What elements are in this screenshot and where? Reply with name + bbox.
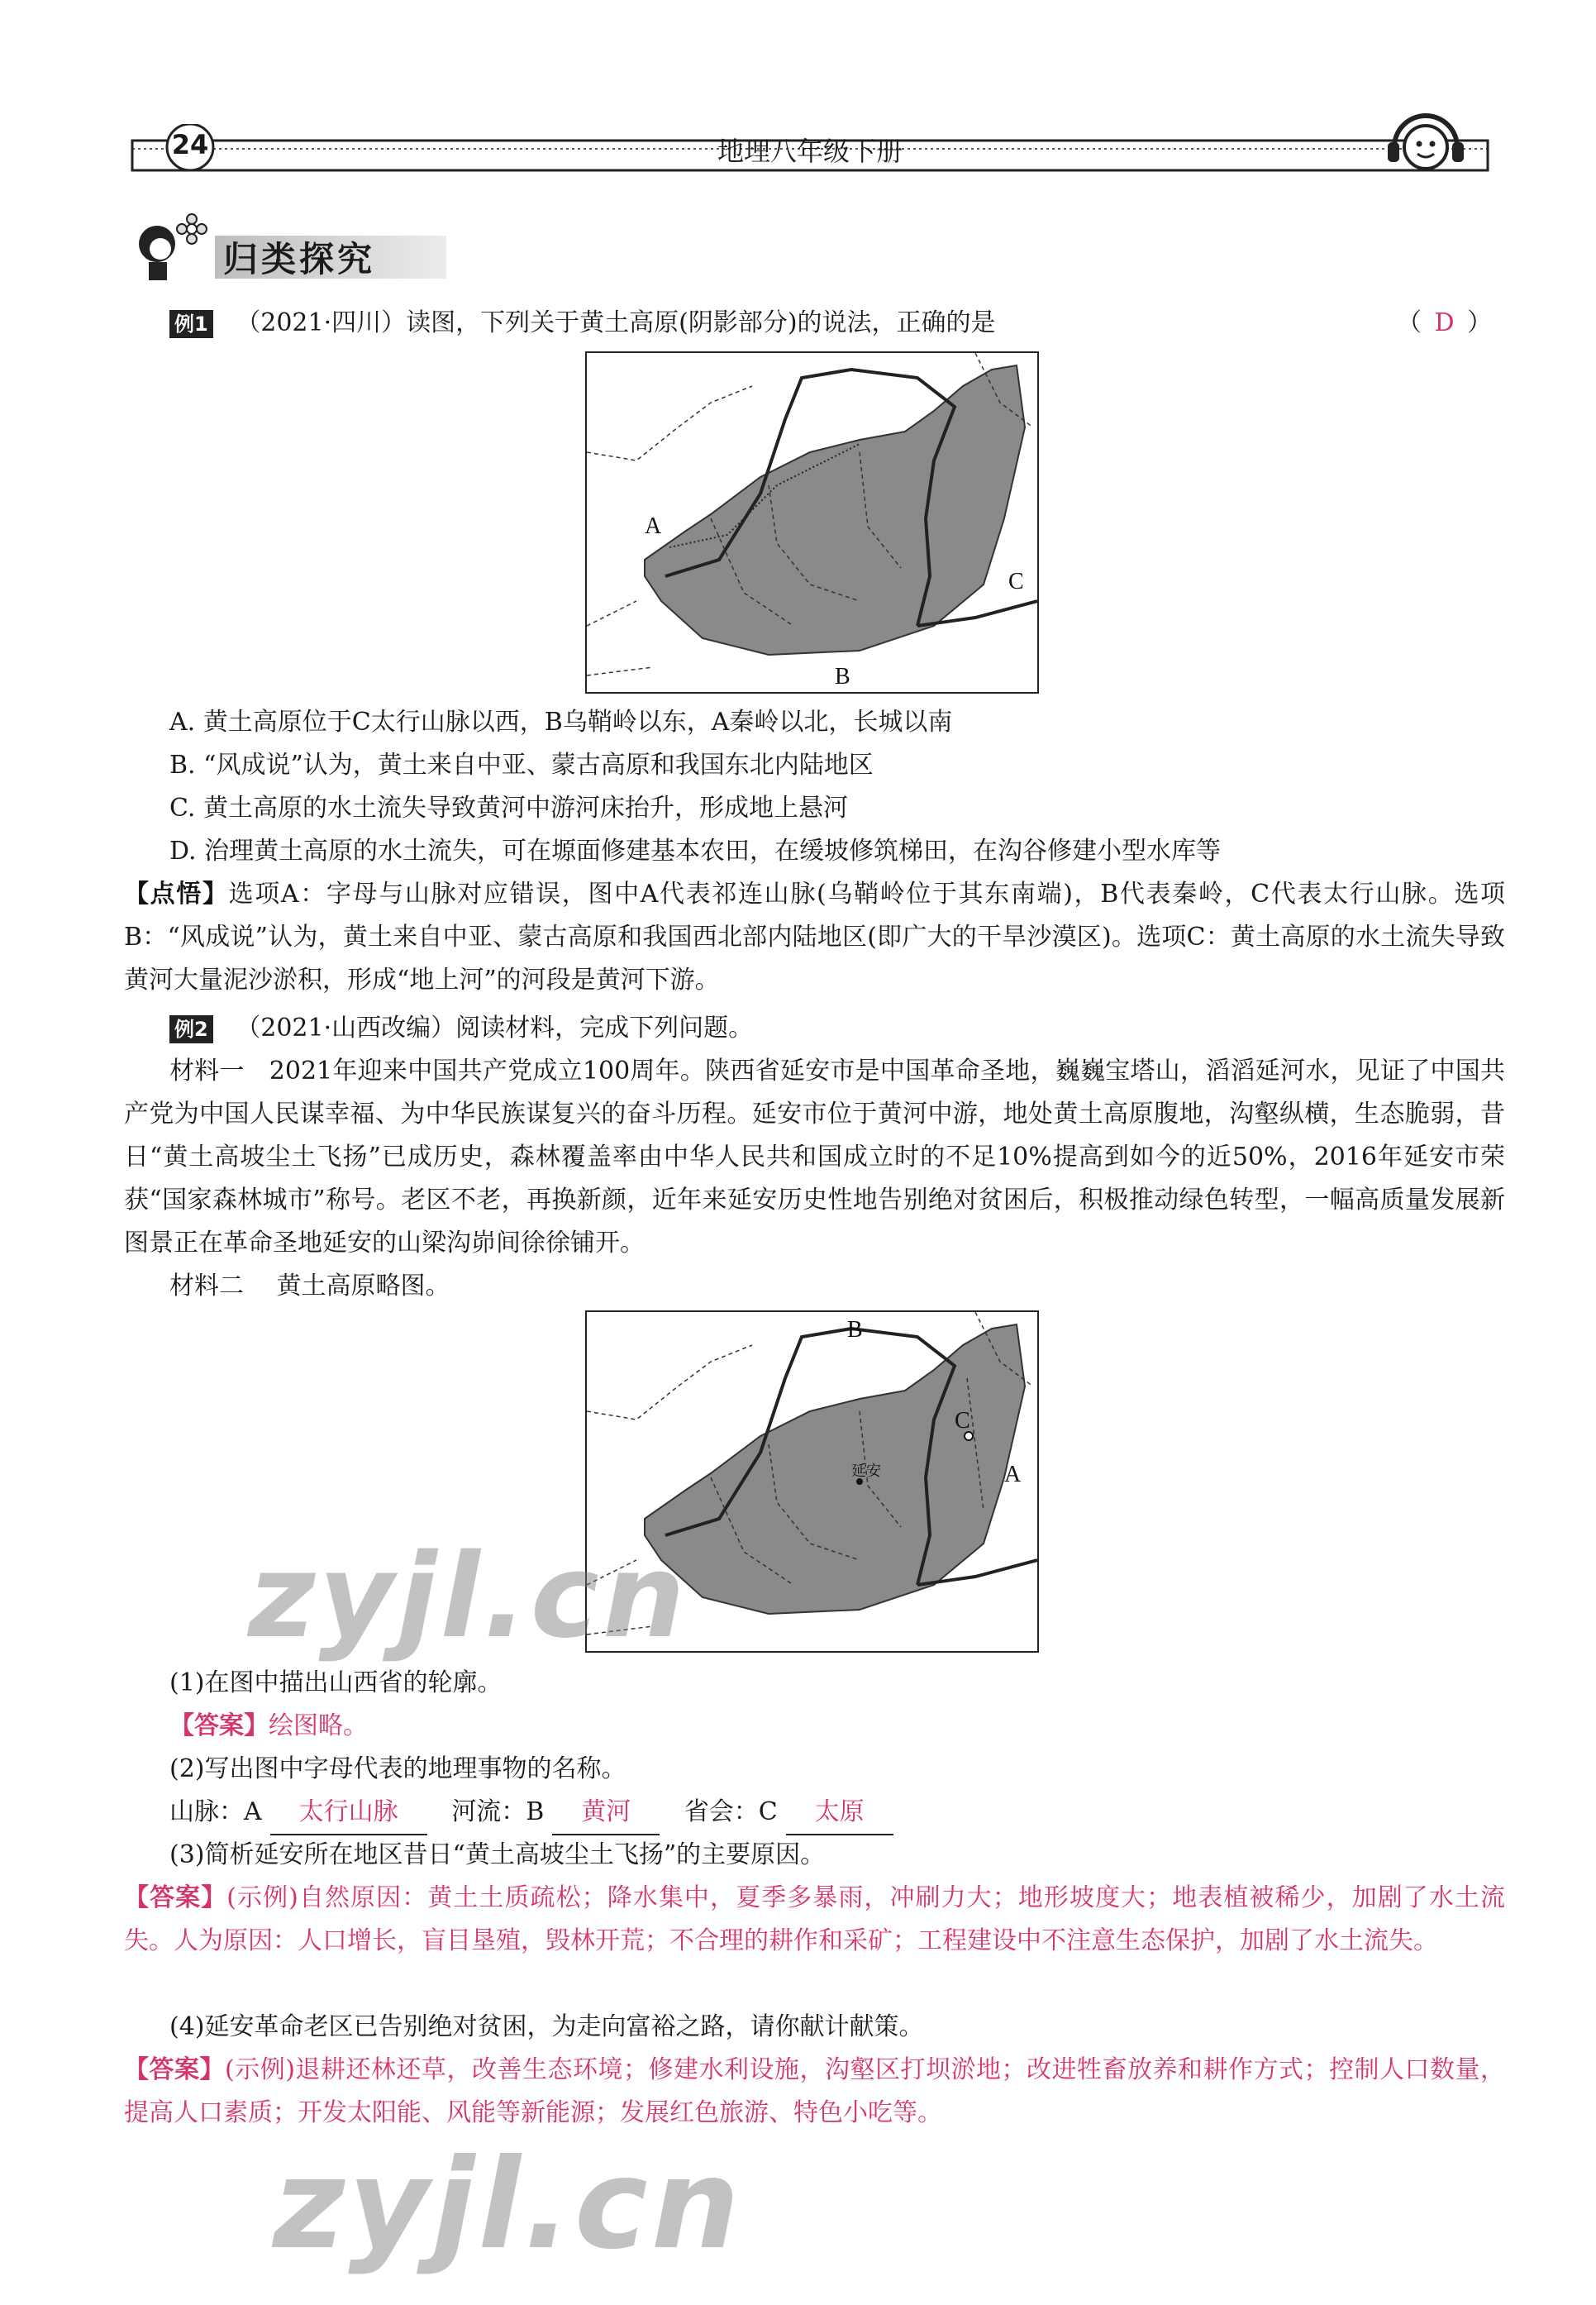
watermark-2: zyjl.cn <box>273 2133 743 2277</box>
map1-drawing <box>587 353 1037 692</box>
material2-text: 黄土高原略图。 <box>276 1272 450 1300</box>
q2-capital-answer[interactable]: 太原 <box>786 1791 893 1835</box>
map1-label-a: A <box>645 513 662 539</box>
material2-line <box>169 1265 1505 1308</box>
q2: (2)写出图中字母代表的地理事物的名称。 <box>169 1754 626 1783</box>
example2-badge: 例2 <box>169 1015 213 1043</box>
q2-mountain-answer[interactable]: 太行山脉 <box>270 1791 427 1835</box>
a4: (示例)退耕还林还草，改善生态环境；修建水利设施，沟壑区打坝淤地；改进牲畜放养和耕作方式；控制人口数量，提高人口素质；开发太阳能、风能等新能源；发展红色旅游、特色小吃等。 <box>124 2055 1505 2127</box>
a1-line: 【答案】绘图略。 <box>169 1711 368 1740</box>
material1-text: 2021年迎来中国共产党成立100周年。陕西省延安市是中国革命圣地，巍巍宝塔山，滔滔延河水，见证了中国共产党为中国人民谋幸福、为中华民族谋复兴的奋斗历程。延安市位于黄河中游，地处黄土高原腹地，沟壑纵横，生态脆弱，昔日“黄土高坡尘土飞扬”已成历史，森林覆盖率由中华人民共和国成立时的不足10%提高到如今的近50%，2016年延安市荣获“国家森林城市”称号。老区不老，再换新颜，近年来延安历史性地告别绝对贫困后，积极推动绿色转型，一幅高质量发展新图景正在革命圣地延安的山梁沟峁间徐徐铺开。 <box>124 1057 1506 1257</box>
example1-hint <box>124 873 1505 1002</box>
map2-shaded-plateau <box>645 1324 1025 1614</box>
example1-answer-bracket: （ D ） <box>1397 308 1493 337</box>
example1-question: （2021·四川）读图，下列关于黄土高原(阴影部分)的说法，正确的是 <box>236 308 996 337</box>
example1-option-a: A. 黄土高原位于C太行山脉以西，B乌鞘岭以东，A秦岭以北，长城以南 <box>169 708 953 737</box>
map1-label-c: C <box>1008 569 1024 594</box>
q4: (4)延安革命老区已告别绝对贫困，为走向富裕之路，请你献计献策。 <box>169 2012 924 2041</box>
material1-paragraph <box>124 1050 1505 1265</box>
q2-answers: 山脉：A 太行山脉 河流：B 黄河 省会：C 太原 <box>169 1791 1505 1835</box>
hint-text: 选项A：字母与山脉对应错误，图中A代表祁连山脉(乌鞘岭位于其东南端)，B代表秦岭，C代表太行山脉。选项B：“风成说”认为，黄土来自中亚、蒙古高原和我国西北部内陆地区(即广大的干旱沙漠区)。选项C：黄土高原的水土流失导致黄河大量泥沙淤积，形成“地上河”的河段是黄河下游。 <box>124 880 1506 995</box>
book-title: 地理八年级下册 <box>717 136 903 167</box>
map2-label-c: C <box>955 1408 970 1434</box>
map1-label-b: B <box>835 664 850 690</box>
watermark-1: zyjl.cn <box>248 1530 688 1664</box>
a3-paragraph: 【答案】(示例)自然原因：黄土土质疏松；降水集中，夏季多暴雨，冲刷力大；地形坡度大；地表植被稀少，加剧了水土流失。人为原因：人口增长，盲目垦殖，毁林开荒；不合理的耕作和采矿；工程建设中不注意生态保护，加剧了水土流失。 <box>124 1883 1505 1955</box>
page-number: 24 <box>171 129 209 160</box>
a1: 绘图略。 <box>269 1711 368 1740</box>
girl-flower-icon <box>124 211 215 285</box>
section-title: 归类探究 <box>223 239 376 279</box>
a4-paragraph: 【答案】(示例)退耕还林还草，改善生态环境；修建水利设施，沟壑区打坝淤地；改进牲畜放养和耕作方式；控制人口数量，提高人口素质；开发太阳能、风能等新能源；发展红色旅游、特色小吃等。 <box>124 2055 1505 2127</box>
material1-label: 材料一 <box>169 1057 245 1086</box>
example2-question: （2021·山西改编）阅读材料，完成下列问题。 <box>236 1014 754 1043</box>
page-header <box>124 124 1496 182</box>
map2-label-yanan: 延安 <box>851 1463 881 1480</box>
q2-river-answer[interactable]: 黄河 <box>552 1791 660 1835</box>
example2-question-line <box>169 1007 1505 1050</box>
a3: (示例)自然原因：黄土土质疏松；降水集中，夏季多暴雨，冲刷力大；地形坡度大；地表植被稀少，加剧了水土流失。人为原因：人口增长，盲目垦殖，毁林开荒；不合理的耕作和采矿；工程建设中不注意生态保护，加剧了水土流失。 <box>124 1883 1505 1955</box>
example1-option-d: D. 治理黄土高原的水土流失，可在塬面修建基本农田，在缓坡修筑梯田，在沟谷修建小型水库等 <box>169 837 1222 866</box>
example1-answer: D <box>1434 308 1455 337</box>
example1-option-c: C. 黄土高原的水土流失导致黄河中游河床抬升，形成地上悬河 <box>169 794 848 823</box>
section-title-banner <box>124 219 455 285</box>
map2-label-b: B <box>847 1317 863 1343</box>
map1-shaded-plateau <box>645 365 1025 655</box>
q1: (1)在图中描出山西省的轮廓。 <box>169 1668 503 1697</box>
q3: (3)简析延安所在地区昔日“黄土高坡尘土飞扬”的主要原因。 <box>169 1840 826 1869</box>
example1-badge: 例1 <box>169 310 213 338</box>
example1-question-line <box>169 302 1505 345</box>
hint-label: 【点悟】 <box>124 880 229 909</box>
material2-label: 材料二 <box>169 1272 244 1300</box>
map2-label-a: A <box>1004 1462 1022 1487</box>
map-loess-plateau-1 <box>585 351 1039 694</box>
smiley-headphones-icon <box>1376 109 1475 175</box>
example1-option-b: B. “风成说”认为，黄土来自中亚、蒙古高原和我国东北内陆地区 <box>169 751 874 780</box>
